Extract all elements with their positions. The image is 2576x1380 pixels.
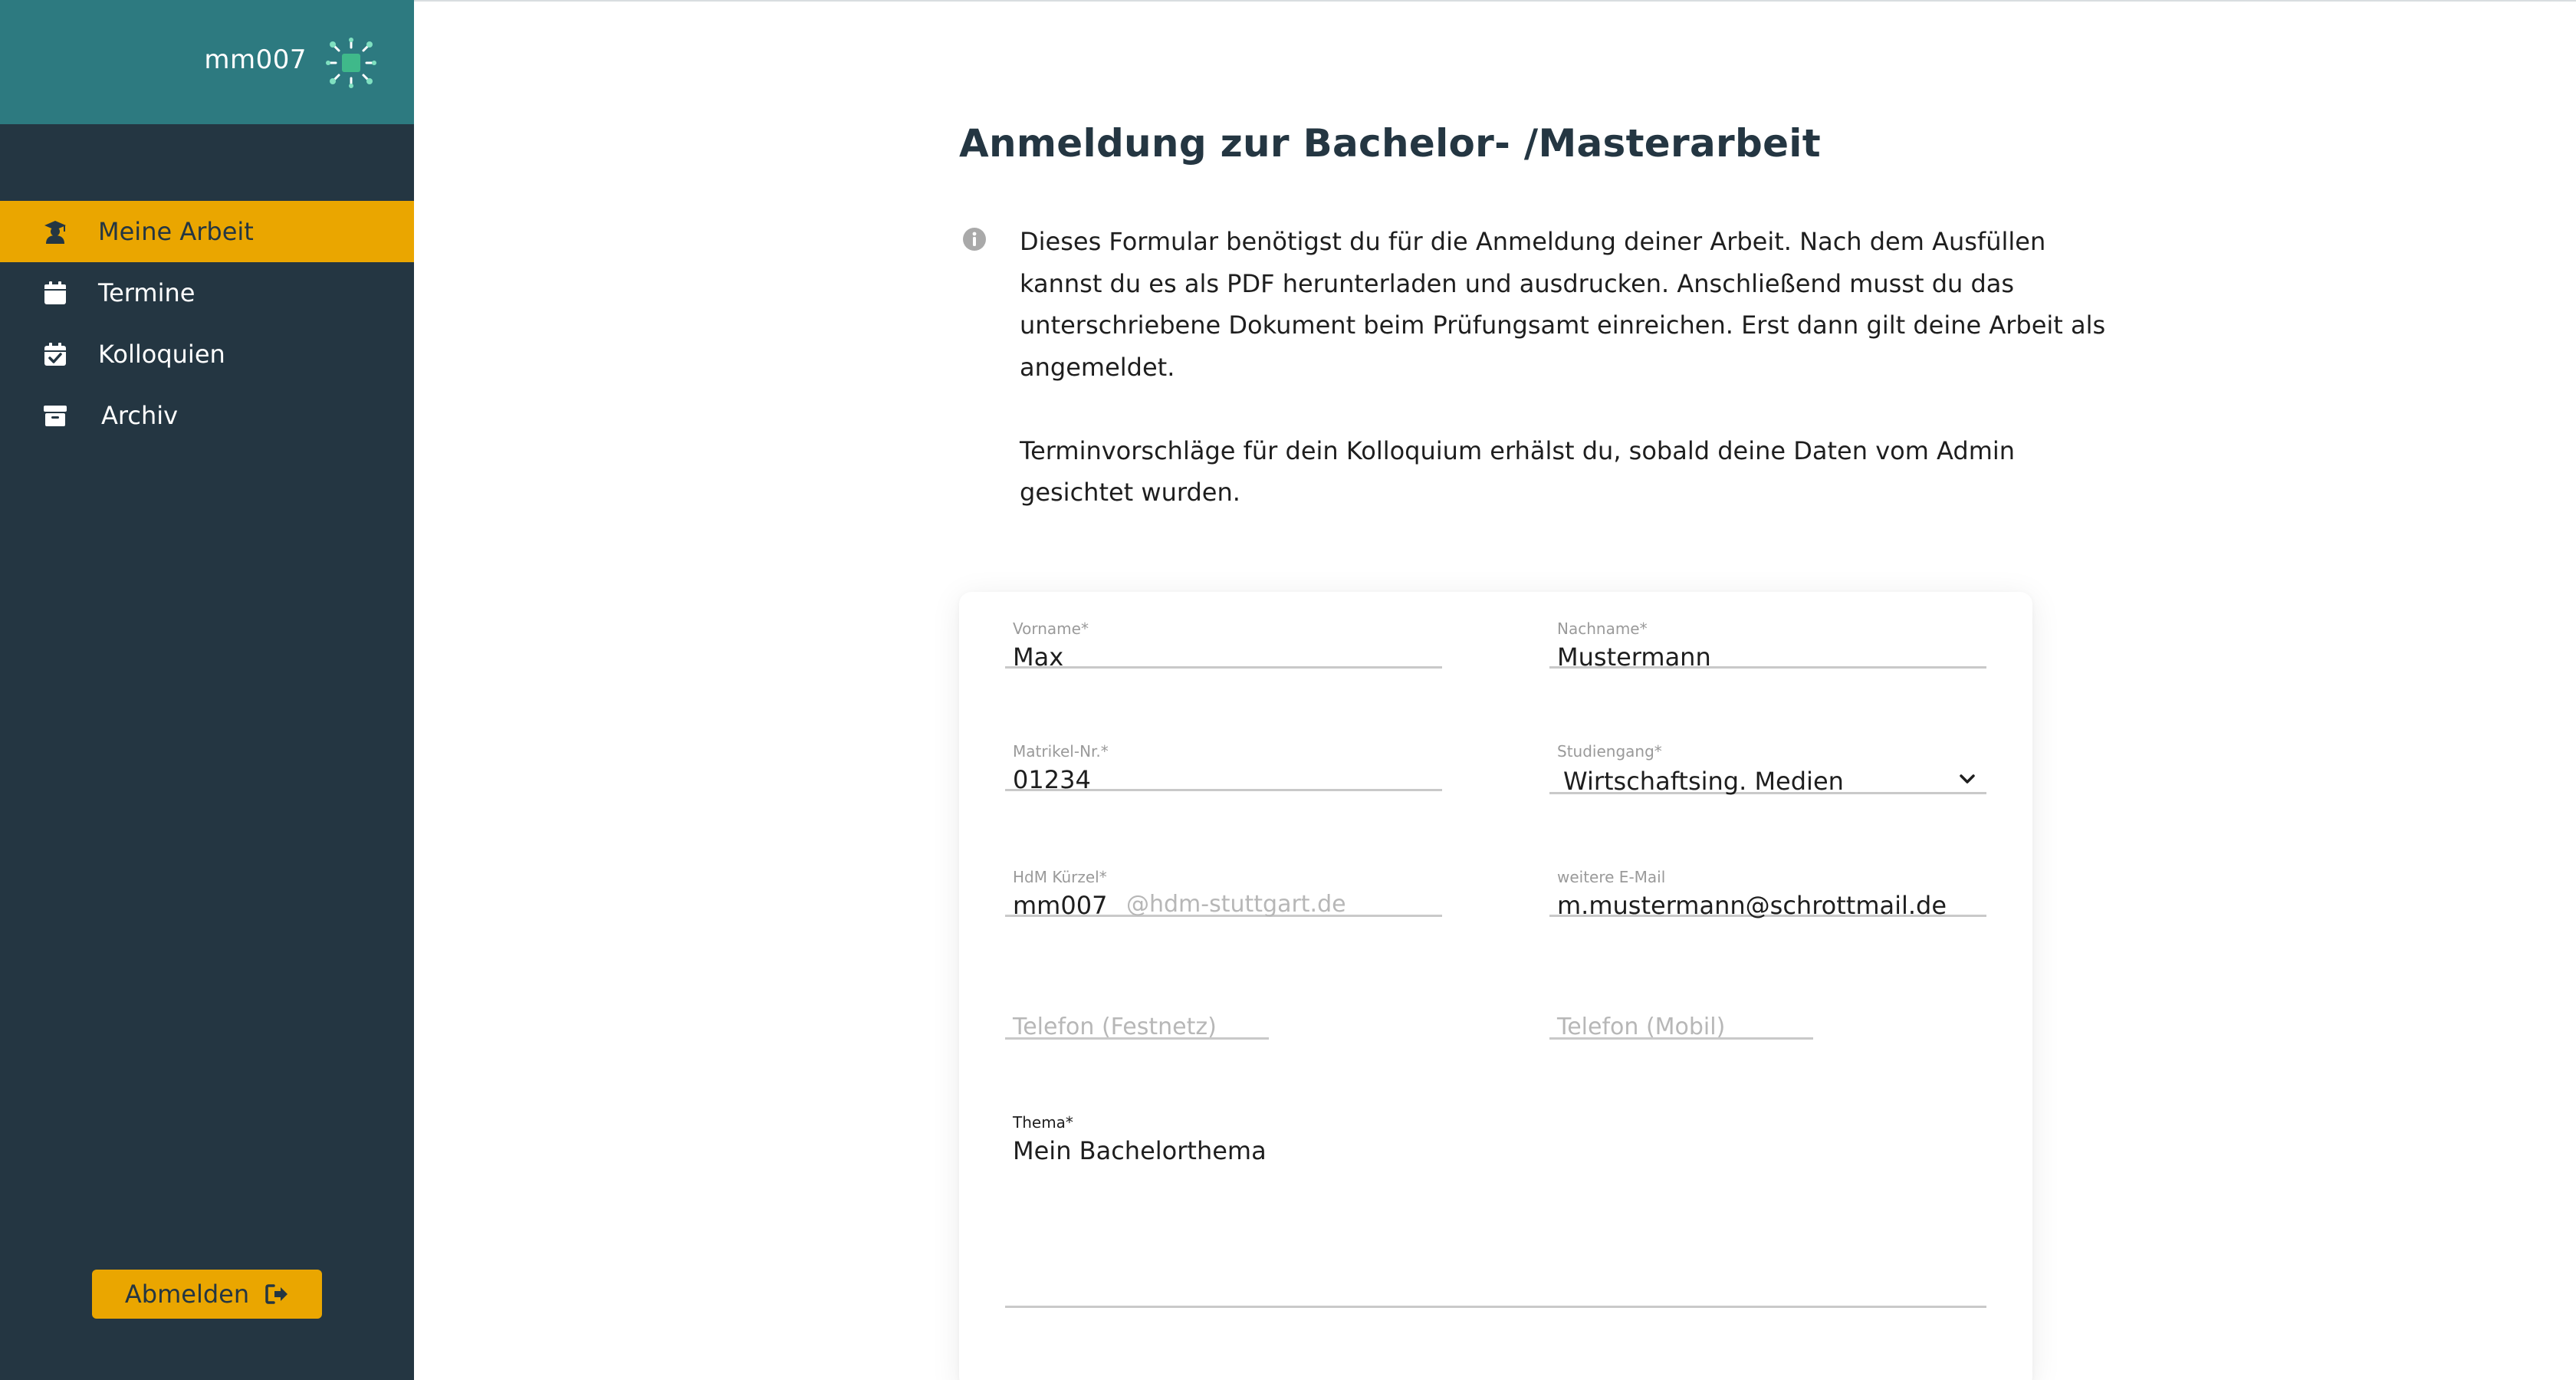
main-content — [414, 0, 2576, 1380]
graduate-icon — [43, 219, 67, 244]
studiengang-label: Studiengang* — [1557, 742, 1662, 761]
nachname-value: Mustermann — [1557, 642, 1711, 672]
logout-label: Abmelden — [124, 1280, 250, 1309]
sidebar-item-label: Termine — [98, 278, 196, 307]
matrikel-label: Matrikel-Nr.* — [1013, 742, 1109, 761]
studiengang-select[interactable] — [1549, 742, 1986, 794]
nachname-field[interactable] — [1549, 619, 1986, 672]
info-icon — [962, 227, 987, 251]
matrikel-field[interactable] — [1005, 742, 1442, 794]
thema-value: Mein Bachelorthema — [1013, 1136, 1267, 1165]
email-label: weitere E-Mail — [1557, 868, 1666, 886]
sidebar-item-archiv[interactable] — [0, 385, 414, 446]
studiengang-value: Wirtschaftsing. Medien — [1563, 767, 1844, 796]
telefon-mobil-placeholder: Telefon (Mobil) — [1557, 1014, 1726, 1040]
info-text — [1020, 221, 2124, 514]
sidebar — [0, 0, 414, 1380]
calendar-icon — [43, 281, 67, 305]
username: mm007 — [204, 44, 307, 75]
kuerzel-value: mm007 — [1013, 891, 1108, 920]
email-value: m.mustermann@schrottmail.de — [1557, 891, 1947, 920]
email-field[interactable] — [1549, 868, 1986, 920]
sidebar-item-label: Kolloquien — [98, 340, 225, 369]
chevron-down-icon — [1959, 773, 1976, 785]
telefon-mobil-field[interactable] — [1549, 991, 1813, 1040]
thema-textarea[interactable] — [1005, 1113, 1986, 1308]
sidebar-item-label: Archiv — [101, 401, 179, 430]
page-title: Anmeldung zur Bachelor- /Masterarbeit — [959, 121, 1821, 166]
kuerzel-field[interactable] — [1005, 868, 1442, 920]
info-paragraph: Dieses Formular benötigst du für die Anmeldung deiner Arbeit. Nach dem Ausfüllen kannst du es als PDF herunterladen und ausdrucken. Anschließend musst du das unterschriebene Dokument beim Prüfungsamt einreichen. Erst dann gilt deine Arbeit als angemeldet. — [1020, 227, 2106, 382]
kuerzel-domain-suffix: @hdm-stuttgart.de — [1126, 891, 1346, 918]
archive-icon — [43, 403, 67, 428]
telefon-festnetz-placeholder: Telefon (Festnetz) — [1013, 1014, 1217, 1040]
calendar-check-icon — [43, 342, 67, 366]
vorname-label: Vorname* — [1013, 619, 1089, 638]
logout-button[interactable] — [92, 1270, 322, 1319]
sign-out-icon — [264, 1283, 289, 1305]
sidebar-item-label: Meine Arbeit — [98, 217, 254, 246]
sidebar-item-kolloquien[interactable] — [0, 324, 414, 385]
vorname-value: Max — [1013, 642, 1064, 672]
sidebar-nav — [0, 201, 414, 446]
registration-form-card — [959, 592, 2032, 1380]
sidebar-item-termine[interactable] — [0, 262, 414, 324]
thema-label: Thema* — [1013, 1113, 1073, 1132]
network-logo-icon — [325, 37, 377, 89]
user-header — [0, 0, 414, 124]
sidebar-item-meine-arbeit[interactable] — [0, 201, 414, 262]
kuerzel-label: HdM Kürzel* — [1013, 868, 1107, 886]
nachname-label: Nachname* — [1557, 619, 1648, 638]
info-paragraph: Terminvorschläge für dein Kolloquium erhälst du, sobald deine Daten vom Admin gesichtet wurden. — [1020, 435, 2016, 507]
telefon-festnetz-field[interactable] — [1005, 991, 1269, 1040]
vorname-field[interactable] — [1005, 619, 1442, 672]
matrikel-value: 01234 — [1013, 765, 1091, 794]
